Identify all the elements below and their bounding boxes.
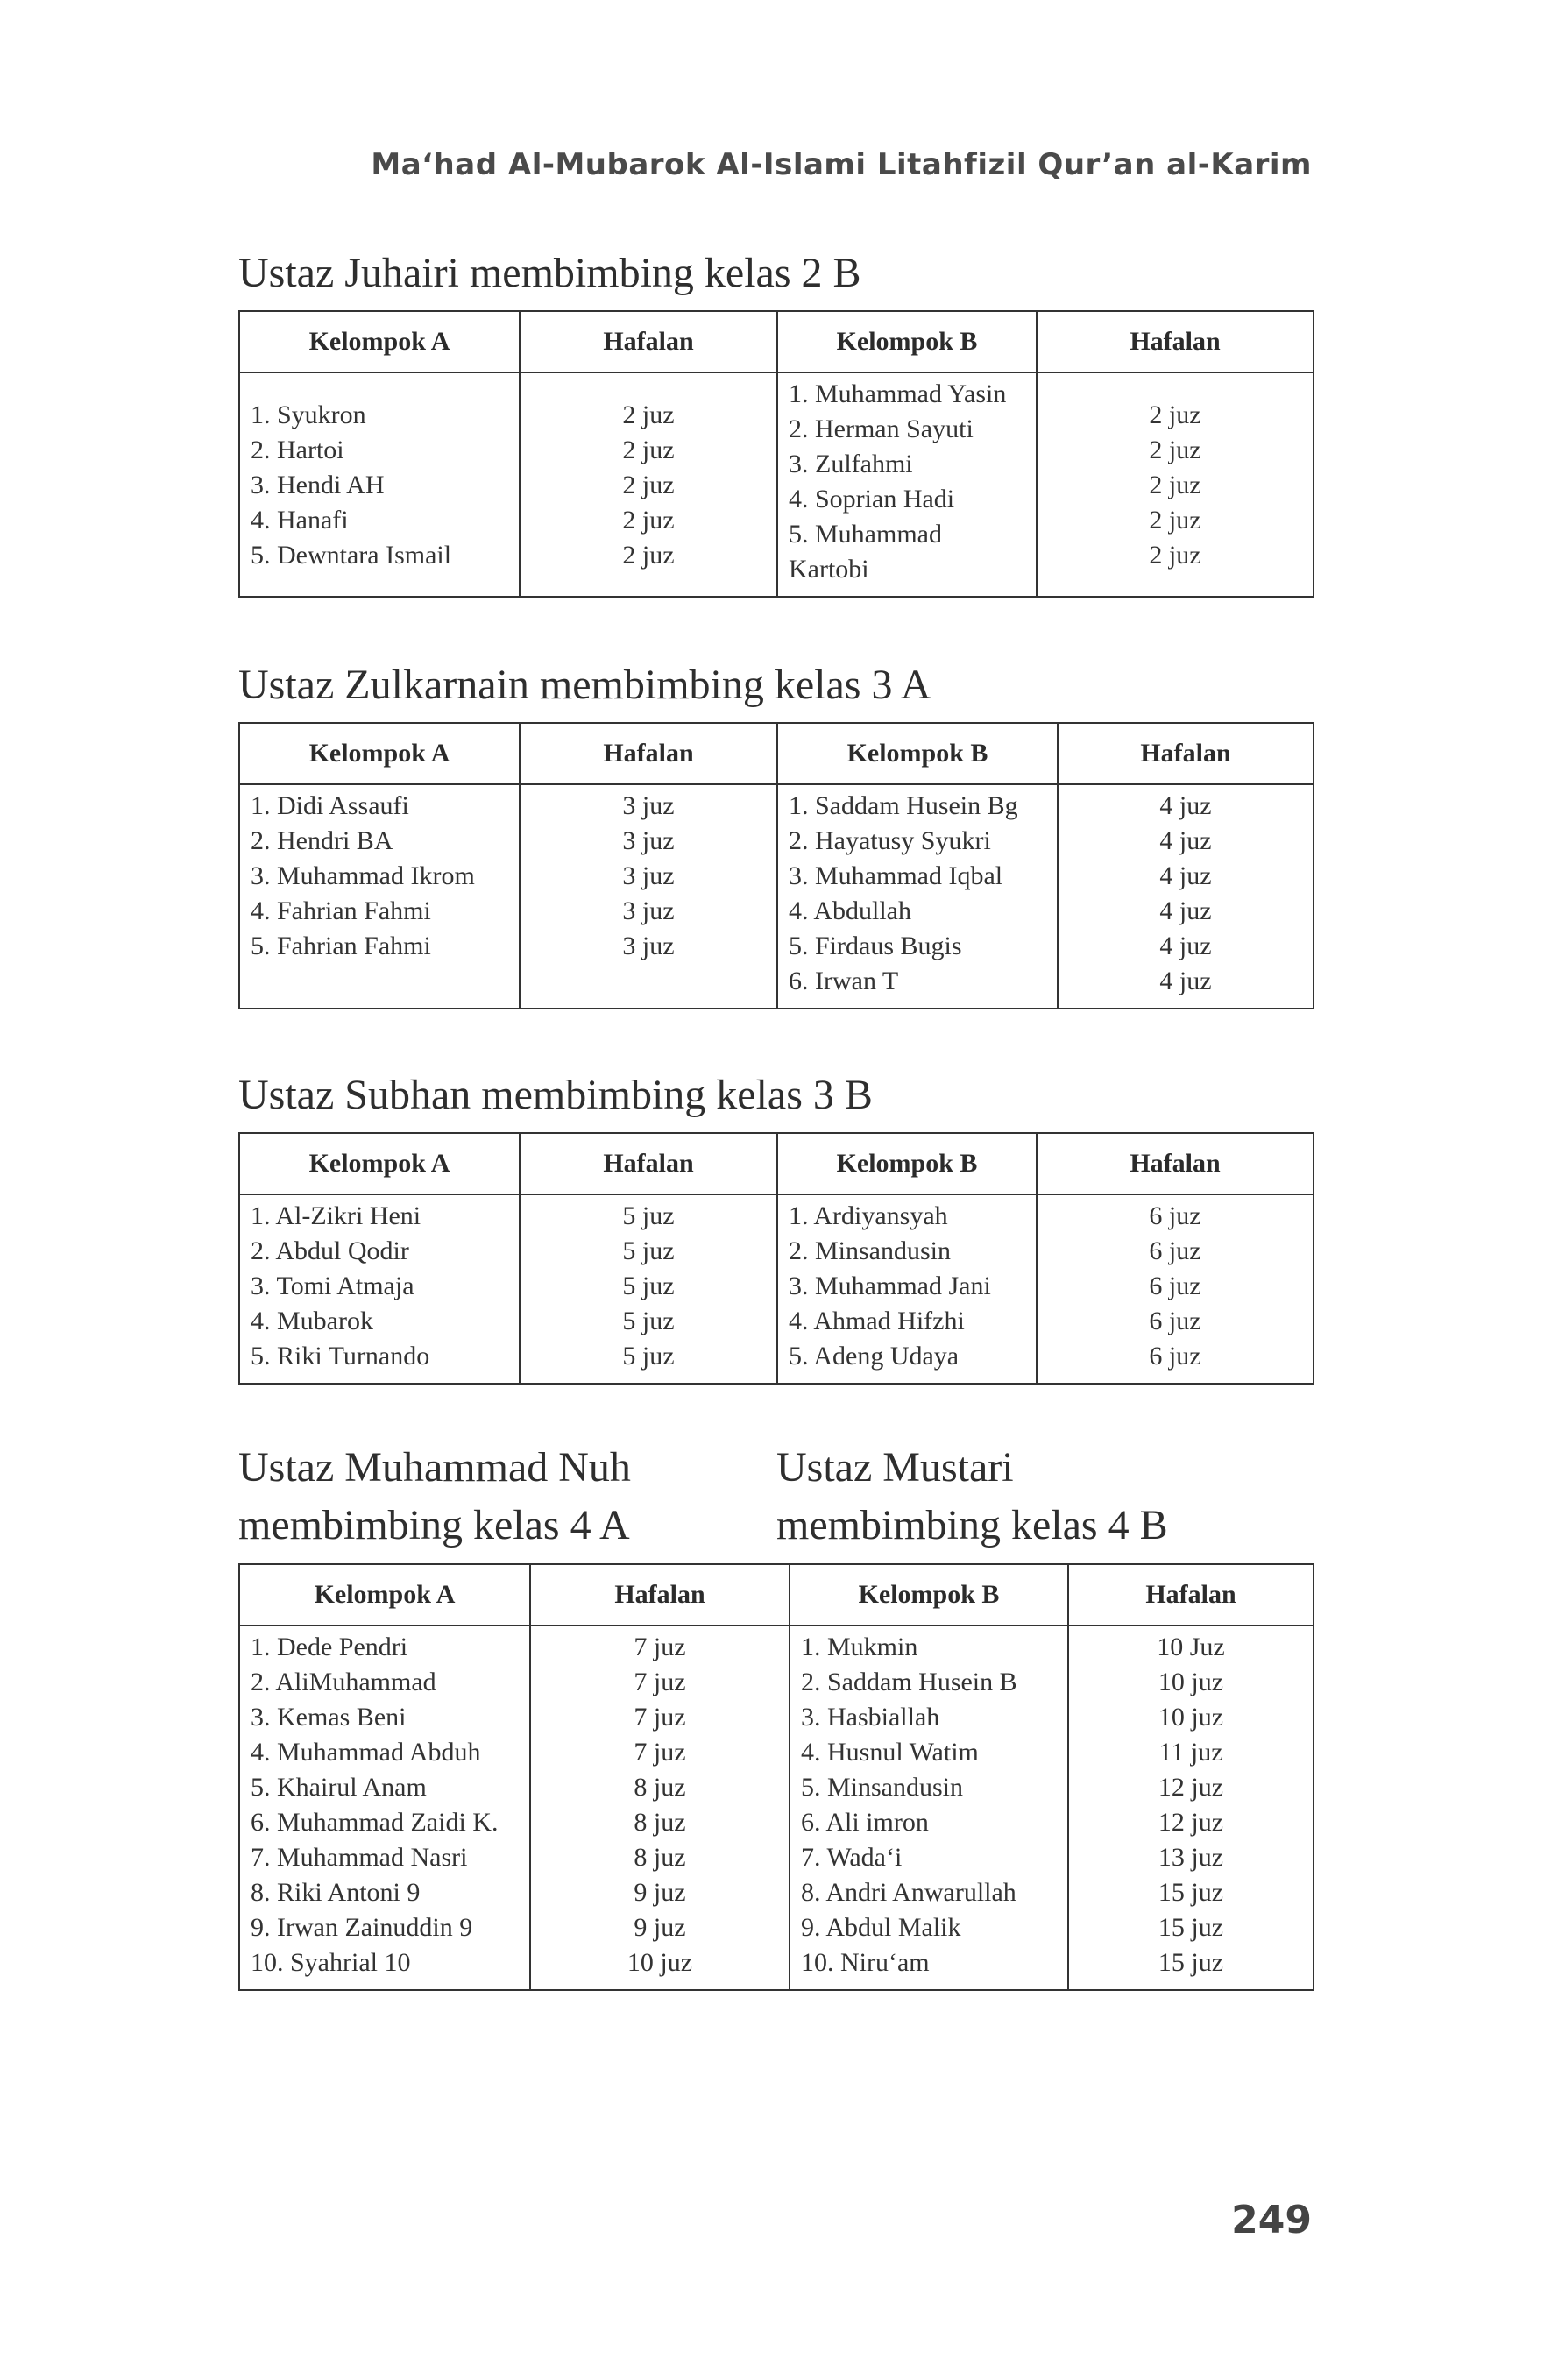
hafalan-value: 4 juz [1159,967,1212,995]
list-item: 2. Hendri BA [251,826,393,855]
hafalan-value: 6 juz [1149,1271,1201,1300]
hafalan-value: 2 juz [622,506,675,535]
list-item: 3. Muhammad Ikrom [251,861,475,890]
hafalan-value: 4 juz [1159,931,1212,960]
list-item: 1. Al-Zikri Heni [251,1201,421,1230]
list-item: 4. Abdullah [789,896,911,925]
hafalan-value: 7 juz [634,1668,686,1696]
group-a-list [239,1194,520,1384]
group-table [238,722,1314,1009]
list-item: 3. Muhammad Jani [789,1271,991,1300]
group-a-list [239,1626,530,1990]
hafalan-value: 7 juz [634,1633,686,1661]
list-item: 7. Wada‘i [801,1843,903,1872]
group-a-list [239,784,520,1009]
hafalan-value: 2 juz [622,471,675,499]
section-title: Ustaz Subhan membimbing kelas 3 B [238,1072,873,1118]
list-item: 3. Kemas Beni [251,1703,407,1732]
section-title: Ustaz Juhairi membimbing kelas 2 B [238,250,861,296]
list-item: 8. Andri Anwarullah [801,1878,1016,1907]
header-hafalan-a: Hafalan [530,1564,790,1626]
hafalan-value: 8 juz [634,1773,686,1802]
header-hafalan-a: Hafalan [520,1133,777,1194]
list-item: 1. Muhammad Yasin [789,379,1007,408]
hafalan-value: 3 juz [622,896,675,925]
list-item: 4. Husnul Watim [801,1738,979,1767]
list-item: 5. Firdaus Bugis [789,931,962,960]
hafalan-value: 5 juz [622,1307,675,1335]
hafalan-value: 10 juz [1158,1668,1224,1696]
section-title-4a [238,1439,631,1555]
list-item: 1. Dede Pendri [251,1633,408,1661]
list-item: 5. Minsandusin [801,1773,964,1802]
list-item: 4. Fahrian Fahmi [251,896,431,925]
hafalan-value: 10 juz [627,1948,693,1977]
hafalan-value: 4 juz [1159,896,1212,925]
hafalan-value: 2 juz [1149,436,1201,464]
list-item: 10. Niru‘am [801,1948,930,1977]
header-hafalan-a: Hafalan [520,723,777,784]
hafalan-value: 6 juz [1149,1307,1201,1335]
list-item: 3. Hasbiallah [801,1703,940,1732]
list-item: 1. Saddam Husein Bg [789,791,1018,820]
hafalan-value: 9 juz [634,1913,686,1942]
list-item: 6. Irwan T [789,967,899,995]
list-item: 4. Ahmad Hifzhi [789,1307,965,1335]
hafalan-b-list [1068,1626,1314,1990]
hafalan-value: 3 juz [622,791,675,820]
hafalan-b-list [1037,372,1314,597]
hafalan-value: 15 juz [1158,1878,1224,1907]
header-hafalan-a: Hafalan [520,311,777,372]
section-title-pair [238,1439,1313,1555]
group-table [238,310,1314,598]
hafalan-value: 2 juz [1149,400,1201,429]
hafalan-value: 12 juz [1158,1808,1224,1837]
hafalan-value: 2 juz [622,400,675,429]
list-item: 9. Irwan Zainuddin 9 [251,1913,473,1942]
hafalan-value: 10 Juz [1157,1633,1225,1661]
section-kelas-4 [238,1439,1313,1991]
list-item: 1. Syukron [251,400,366,429]
header-hafalan-b: Hafalan [1037,311,1314,372]
hafalan-value: 3 juz [622,861,675,890]
section-kelas-2b [238,245,1313,598]
list-item: 6. Muhammad Zaidi K. [251,1808,499,1837]
title-line: membimbing kelas 4 A [238,1502,630,1548]
hafalan-value: 8 juz [634,1808,686,1837]
hafalan-a-list [520,784,777,1009]
list-item: 2. AliMuhammad [251,1668,436,1696]
hafalan-a-list [530,1626,790,1990]
hafalan-value: 12 juz [1158,1773,1224,1802]
list-item: 9. Abdul Malik [801,1913,961,1942]
list-item: 4. Hanafi [251,506,349,535]
hafalan-value: 8 juz [634,1843,686,1872]
list-item: 3. Muhammad Iqbal [789,861,1003,890]
hafalan-value: 15 juz [1158,1948,1224,1977]
group-table [238,1563,1314,1991]
hafalan-value: 2 juz [1149,471,1201,499]
list-item: 5. Khairul Anam [251,1773,427,1802]
list-item: 5. Dewntara Ismail [251,541,452,570]
header-hafalan-b: Hafalan [1058,723,1314,784]
hafalan-value: 11 juz [1158,1738,1223,1767]
hafalan-value: 2 juz [1149,506,1201,535]
hafalan-value: 10 juz [1158,1703,1224,1732]
hafalan-value: 7 juz [634,1703,686,1732]
header-kelompok-b: Kelompok B [790,1564,1068,1626]
hafalan-value: 6 juz [1149,1201,1201,1230]
header-kelompok-b: Kelompok B [777,723,1058,784]
header-kelompok-a: Kelompok A [239,1133,520,1194]
list-item: 2. Herman Sayuti [789,414,974,443]
page-number: 249 [1231,2198,1312,2242]
hafalan-value: 6 juz [1149,1236,1201,1265]
section-kelas-3a [238,657,1313,1009]
hafalan-value: 6 juz [1149,1342,1201,1371]
section-title-4b [776,1439,1168,1555]
hafalan-value: 5 juz [622,1342,675,1371]
header-kelompok-a: Kelompok A [239,723,520,784]
group-b-list [777,372,1037,597]
title-line: Ustaz Mustari [776,1444,1014,1491]
hafalan-value: 3 juz [622,931,675,960]
list-item: 2. Saddam Husein B [801,1668,1017,1696]
list-item: 5. Adeng Udaya [789,1342,960,1371]
hafalan-value: 9 juz [634,1878,686,1907]
list-item: 5. Riki Turnando [251,1342,430,1371]
header-kelompok-a: Kelompok A [239,311,520,372]
list-item: 4. Soprian Hadi [789,485,955,514]
list-item: 4. Muhammad Abduh [251,1738,481,1767]
section-title: Ustaz Zulkarnain membimbing kelas 3 A [238,662,931,708]
hafalan-value: 5 juz [622,1236,675,1265]
list-item: 5. Muhammad Kartobi [789,520,942,584]
header-kelompok-a: Kelompok A [239,1564,530,1626]
hafalan-value: 4 juz [1159,791,1212,820]
hafalan-value: 7 juz [634,1738,686,1767]
list-item: 3. Zulfahmi [789,450,913,478]
title-line: membimbing kelas 4 B [776,1502,1168,1548]
header-kelompok-b: Kelompok B [777,311,1037,372]
list-item: 2. Hayatusy Syukri [789,826,991,855]
list-item: 4. Mubarok [251,1307,373,1335]
list-item: 2. Hartoi [251,436,344,464]
list-item: 6. Ali imron [801,1808,929,1837]
list-item: 8. Riki Antoni 9 [251,1878,421,1907]
list-item: 1. Mukmin [801,1633,918,1661]
group-b-list [777,784,1058,1009]
hafalan-value: 2 juz [622,541,675,570]
title-line: Ustaz Muhammad Nuh [238,1444,631,1491]
group-table [238,1132,1314,1385]
list-item: 3. Tomi Atmaja [251,1271,414,1300]
running-head: Ma‘had Al-Mubarok Al-Islami Litahfizil Qur’an al-Karim [371,147,1312,182]
list-item: 2. Abdul Qodir [251,1236,409,1265]
group-b-list [790,1626,1068,1990]
header-hafalan-b: Hafalan [1068,1564,1314,1626]
hafalan-a-list [520,372,777,597]
list-item: 3. Hendi AH [251,471,385,499]
header-hafalan-b: Hafalan [1037,1133,1314,1194]
group-a-list [239,372,520,597]
section-kelas-3b [238,1067,1313,1385]
list-item: 1. Ardiyansyah [789,1201,948,1230]
hafalan-b-list [1058,784,1314,1009]
hafalan-a-list [520,1194,777,1384]
list-item: 2. Minsandusin [789,1236,952,1265]
list-item: 5. Fahrian Fahmi [251,931,431,960]
hafalan-value: 13 juz [1158,1843,1224,1872]
list-item: 7. Muhammad Nasri [251,1843,468,1872]
hafalan-value: 4 juz [1159,861,1212,890]
hafalan-value: 5 juz [622,1271,675,1300]
hafalan-value: 15 juz [1158,1913,1224,1942]
hafalan-value: 2 juz [622,436,675,464]
list-item: 1. Didi Assaufi [251,791,409,820]
hafalan-value: 4 juz [1159,826,1212,855]
hafalan-value: 5 juz [622,1201,675,1230]
hafalan-b-list [1037,1194,1314,1384]
list-item: 10. Syahrial 10 [251,1948,411,1977]
header-kelompok-b: Kelompok B [777,1133,1037,1194]
hafalan-value: 2 juz [1149,541,1201,570]
group-b-list [777,1194,1037,1384]
hafalan-value: 3 juz [622,826,675,855]
